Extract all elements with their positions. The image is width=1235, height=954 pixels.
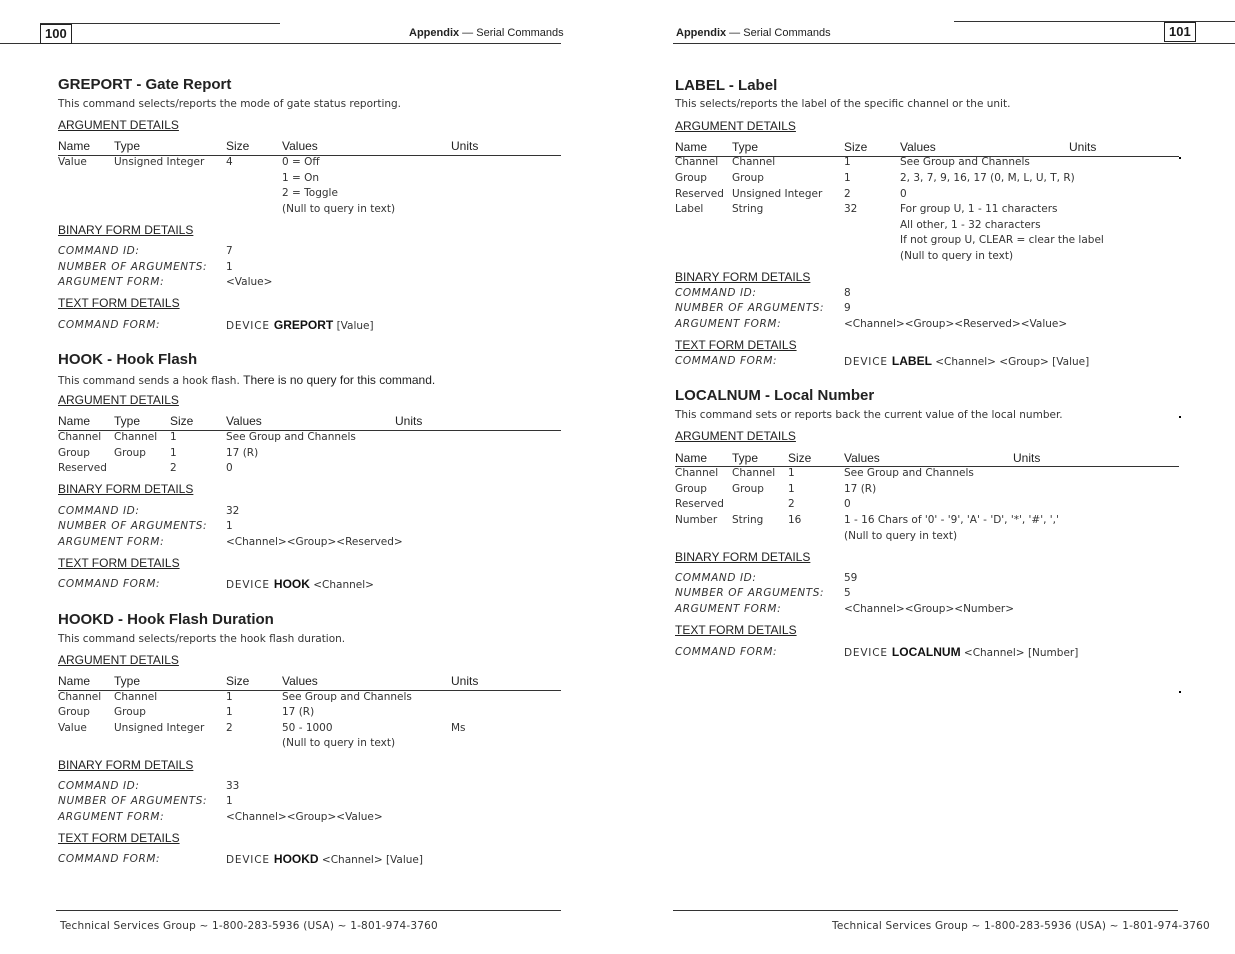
command-form-value	[226, 318, 374, 332]
num-args-label-text: NUMBER OF ARGUMENTS	[675, 587, 821, 599]
argument-details-heading: ARGUMENT DETAILS	[58, 393, 179, 407]
cmd-args: <Channel> <Group> [Value]	[931, 356, 1090, 368]
running-header	[409, 27, 564, 39]
table-cell-name: Number	[675, 514, 718, 526]
argument-details-heading: ARGUMENT DETAILS	[675, 119, 796, 133]
col-header-type: Type	[114, 139, 141, 153]
table-cell-type: Group	[732, 172, 764, 184]
arg-form-value: <Channel><Group><Reserved>	[226, 536, 403, 548]
arg-form-label-text: ARGUMENT FORM	[58, 811, 161, 823]
command-id-value: 7	[226, 245, 233, 257]
col-header-values: Values	[844, 451, 880, 465]
description-part-2: There is no query for this command.	[243, 373, 436, 387]
table-cell-type: Channel	[114, 431, 158, 443]
cmd-keyword: LOCALNUM	[891, 645, 961, 659]
description-part-1: This command sends a hook flash.	[58, 375, 244, 387]
table-cell-values: 0	[844, 498, 851, 510]
col-header-size: Size	[226, 674, 250, 688]
command-form-label-text: COMMAND FORM	[675, 355, 774, 367]
right-page	[617, 0, 1235, 954]
command-id-value: 32	[226, 505, 240, 517]
table-cell-size: 2	[226, 722, 233, 734]
cmd-keyword: GREPORT	[273, 318, 334, 332]
header-rule-bottom	[673, 43, 1235, 44]
binary-form-heading: BINARY FORM DETAILS	[58, 482, 194, 496]
arg-form-value: <Value>	[226, 276, 273, 288]
table-cell-name: Value	[58, 722, 87, 734]
arg-form-label: ARGUMENT FORM:	[675, 318, 782, 330]
section-title-greport: GREPORT - Gate Report	[58, 76, 232, 93]
command-id-label: COMMAND ID:	[675, 572, 757, 584]
command-id-value: 33	[226, 780, 240, 792]
table-cell-values: 0 = Off	[282, 156, 320, 168]
table-cell-type: Group	[114, 706, 146, 718]
table-cell-units: Ms	[451, 722, 466, 734]
table-cell-size: 16	[788, 514, 802, 526]
table-cell-values: (Null to query in text)	[844, 530, 958, 542]
command-form-value	[844, 645, 1078, 659]
margin-mark	[1179, 691, 1181, 693]
table-cell-size: 1	[844, 172, 851, 184]
footer-text: Technical Services Group ~ 1-800-283-5936 (USA) ~ 1-801-974-3760	[60, 920, 438, 932]
command-id-label-text: COMMAND ID	[58, 505, 136, 517]
num-args-value: 1	[226, 261, 233, 273]
table-cell-values: See Group and Channels	[226, 431, 356, 443]
col-header-units: Units	[1013, 451, 1041, 465]
col-header-type: Type	[114, 414, 141, 428]
col-header-name: Name	[58, 414, 91, 428]
col-header-values: Values	[282, 139, 318, 153]
col-header-type: Type	[114, 674, 141, 688]
section-description: This command selects/reports the mode of gate status reporting.	[58, 98, 402, 110]
argument-details-heading: ARGUMENT DETAILS	[58, 653, 179, 667]
arg-form-value: <Channel><Group><Reserved><Value>	[844, 318, 1068, 330]
command-id-label: COMMAND ID:	[675, 287, 757, 299]
table-cell-values: 50 - 1000	[282, 722, 333, 734]
command-id-label-text: COMMAND ID	[58, 780, 136, 792]
cmd-keyword: HOOK	[273, 577, 310, 591]
text-form-heading: TEXT FORM DETAILS	[58, 831, 180, 845]
command-form-label: COMMAND FORM:	[675, 355, 778, 367]
col-header-name: Name	[58, 674, 91, 688]
cmd-prefix: DEVICE	[226, 320, 274, 332]
arg-form-label-text: ARGUMENT FORM	[675, 318, 778, 330]
table-cell-name: Reserved	[675, 188, 724, 200]
text-form-heading: TEXT FORM DETAILS	[675, 338, 797, 352]
running-header-rest: — Serial Commands	[726, 27, 831, 39]
command-form-value	[844, 354, 1089, 368]
table-cell-values: If not group U, CLEAR = clear the label	[900, 234, 1104, 246]
binary-form-heading: BINARY FORM DETAILS	[675, 270, 811, 284]
command-id-value: 8	[844, 287, 851, 299]
col-header-type: Type	[732, 451, 759, 465]
section-title-hook: HOOK - Hook Flash	[58, 351, 198, 368]
table-cell-type: String	[732, 203, 764, 215]
table-cell-values: 17 (R)	[282, 706, 315, 718]
table-cell-name: Group	[58, 447, 90, 459]
header-rule-bottom	[0, 43, 561, 44]
table-cell-size: 4	[226, 156, 233, 168]
section-title-hookd: HOOKD - Hook Flash Duration	[58, 611, 274, 628]
command-id-label: COMMAND ID:	[58, 780, 140, 792]
arg-form-label: ARGUMENT FORM:	[58, 276, 165, 288]
table-cell-size: 1	[788, 467, 795, 479]
num-args-value: 1	[226, 795, 233, 807]
table-cell-values: See Group and Channels	[900, 156, 1030, 168]
argument-details-heading: ARGUMENT DETAILS	[58, 118, 179, 132]
table-cell-type: Unsigned Integer	[114, 156, 205, 168]
col-header-name: Name	[675, 451, 708, 465]
num-args-value: 9	[844, 302, 851, 314]
num-args-label-text: NUMBER OF ARGUMENTS	[58, 520, 204, 532]
margin-mark	[1179, 416, 1181, 418]
command-form-label-text: COMMAND FORM	[58, 853, 157, 865]
table-cell-type: Channel	[732, 467, 776, 479]
section-title-localnum: LOCALNUM - Local Number	[675, 387, 875, 404]
command-id-label-text: COMMAND ID	[675, 572, 753, 584]
num-args-label: NUMBER OF ARGUMENTS:	[675, 302, 825, 314]
cmd-args: [Value]	[333, 320, 374, 332]
arg-form-label: ARGUMENT FORM:	[675, 603, 782, 615]
table-cell-values: 1 - 16 Chars of '0' - '9', 'A' - 'D', '*', '#', ','	[844, 514, 1059, 526]
command-id-label-text: COMMAND ID	[675, 287, 753, 299]
table-cell-name: Channel	[58, 431, 102, 443]
table-cell-values: All other, 1 - 32 characters	[900, 219, 1041, 231]
col-header-size: Size	[788, 451, 812, 465]
footer-rule	[56, 910, 561, 911]
table-cell-size: 2	[844, 188, 851, 200]
table-cell-values: See Group and Channels	[844, 467, 974, 479]
page-number: 100	[40, 24, 72, 44]
num-args-label: NUMBER OF ARGUMENTS:	[58, 520, 208, 532]
left-page	[0, 0, 617, 954]
cmd-prefix: DEVICE	[226, 579, 274, 591]
table-cell-type: Group	[114, 447, 146, 459]
footer-text: Technical Services Group ~ 1-800-283-5936 (USA) ~ 1-801-974-3760	[832, 920, 1210, 932]
table-cell-size: 32	[844, 203, 858, 215]
col-header-units: Units	[395, 414, 423, 428]
num-args-label-text: NUMBER OF ARGUMENTS	[58, 795, 204, 807]
command-form-label: COMMAND FORM:	[58, 319, 161, 331]
table-cell-name: Reserved	[675, 498, 724, 510]
table-cell-name: Reserved	[58, 462, 107, 474]
table-cell-size: 1	[170, 431, 177, 443]
col-header-units: Units	[451, 674, 479, 688]
header-rule-top	[40, 23, 280, 24]
table-cell-type: Unsigned Integer	[732, 188, 823, 200]
table-cell-type: Group	[732, 483, 764, 495]
command-form-value	[226, 852, 423, 866]
arg-form-label: ARGUMENT FORM:	[58, 536, 165, 548]
command-form-label: COMMAND FORM:	[675, 646, 778, 658]
arg-form-value: <Channel><Group><Value>	[226, 811, 383, 823]
table-cell-name: Group	[675, 483, 707, 495]
command-form-label-text: COMMAND FORM	[58, 319, 157, 331]
table-cell-size: 1	[170, 447, 177, 459]
table-cell-values: 0	[226, 462, 233, 474]
col-header-values: Values	[282, 674, 318, 688]
cmd-prefix: DEVICE	[844, 356, 892, 368]
running-header	[676, 27, 831, 39]
argument-details-heading: ARGUMENT DETAILS	[675, 429, 796, 443]
footer-rule	[673, 910, 1178, 911]
table-cell-type: Unsigned Integer	[114, 722, 205, 734]
binary-form-heading: BINARY FORM DETAILS	[675, 550, 811, 564]
command-id-label: COMMAND ID:	[58, 245, 140, 257]
table-cell-values: 17 (R)	[844, 483, 877, 495]
page-number: 101	[1164, 22, 1196, 42]
arg-form-label-text: ARGUMENT FORM	[675, 603, 778, 615]
table-cell-name: Channel	[675, 156, 719, 168]
text-form-heading: TEXT FORM DETAILS	[675, 623, 797, 637]
cmd-prefix: DEVICE	[226, 854, 274, 866]
col-header-size: Size	[844, 140, 868, 154]
cmd-keyword: LABEL	[891, 354, 932, 368]
col-header-name: Name	[675, 140, 708, 154]
num-args-label: NUMBER OF ARGUMENTS:	[58, 261, 208, 273]
section-description	[58, 373, 435, 387]
command-id-value: 59	[844, 572, 858, 584]
table-cell-name: Group	[675, 172, 707, 184]
table-cell-values: 2 = Toggle	[282, 187, 338, 199]
cmd-args: <Channel>	[309, 579, 374, 591]
table-cell-values: 0	[900, 188, 907, 200]
arg-form-label: ARGUMENT FORM:	[58, 811, 165, 823]
table-cell-values: (Null to query in text)	[282, 203, 396, 215]
table-cell-name: Channel	[675, 467, 719, 479]
table-cell-size: 1	[226, 691, 233, 703]
table-cell-size: 1	[226, 706, 233, 718]
cmd-prefix: DEVICE	[844, 647, 892, 659]
running-header-bold: Appendix	[676, 27, 727, 39]
table-cell-values: For group U, 1 - 11 characters	[900, 203, 1058, 215]
section-title-label: LABEL - Label	[675, 77, 778, 94]
num-args-label: NUMBER OF ARGUMENTS:	[675, 587, 825, 599]
command-form-label-text: COMMAND FORM	[58, 578, 157, 590]
binary-form-heading: BINARY FORM DETAILS	[58, 223, 194, 237]
binary-form-heading: BINARY FORM DETAILS	[58, 758, 194, 772]
col-header-units: Units	[1069, 140, 1097, 154]
command-form-label: COMMAND FORM:	[58, 578, 161, 590]
table-cell-values: (Null to query in text)	[282, 737, 396, 749]
margin-mark	[1179, 157, 1181, 159]
table-cell-size: 2	[788, 498, 795, 510]
num-args-label-text: NUMBER OF ARGUMENTS	[675, 302, 821, 314]
cmd-keyword: HOOKD	[273, 852, 319, 866]
command-form-label-text: COMMAND FORM	[675, 646, 774, 658]
table-cell-name: Group	[58, 706, 90, 718]
arg-form-label-text: ARGUMENT FORM	[58, 536, 161, 548]
col-header-values: Values	[226, 414, 262, 428]
num-args-value: 1	[226, 520, 233, 532]
col-header-name: Name	[58, 139, 91, 153]
text-form-heading: TEXT FORM DETAILS	[58, 296, 180, 310]
table-cell-name: Value	[58, 156, 87, 168]
cmd-args: <Channel> [Value]	[318, 854, 423, 866]
table-cell-values: (Null to query in text)	[900, 250, 1014, 262]
table-cell-values: 1 = On	[282, 172, 320, 184]
table-cell-type: String	[732, 514, 764, 526]
table-cell-values: 2, 3, 7, 9, 16, 17 (0, M, L, U, T, R)	[900, 172, 1075, 184]
num-args-value: 5	[844, 587, 851, 599]
col-header-units: Units	[451, 139, 479, 153]
table-cell-type: Channel	[732, 156, 776, 168]
col-header-size: Size	[226, 139, 250, 153]
running-header-bold: Appendix	[409, 27, 460, 39]
command-form-label: COMMAND FORM:	[58, 853, 161, 865]
table-cell-values: 17 (R)	[226, 447, 259, 459]
table-cell-size: 2	[170, 462, 177, 474]
col-header-type: Type	[732, 140, 759, 154]
section-description: This selects/reports the label of the specific channel or the unit.	[675, 98, 1011, 110]
command-id-label: COMMAND ID:	[58, 505, 140, 517]
arg-form-value: <Channel><Group><Number>	[844, 603, 1015, 615]
command-id-label-text: COMMAND ID	[58, 245, 136, 257]
table-cell-size: 1	[844, 156, 851, 168]
table-cell-values: See Group and Channels	[282, 691, 412, 703]
table-cell-type: Channel	[114, 691, 158, 703]
col-header-size: Size	[170, 414, 194, 428]
running-header-rest: — Serial Commands	[459, 27, 564, 39]
section-description: This command sets or reports back the current value of the local number.	[675, 409, 1063, 421]
table-cell-name: Label	[675, 203, 704, 215]
num-args-label-text: NUMBER OF ARGUMENTS	[58, 261, 204, 273]
text-form-heading: TEXT FORM DETAILS	[58, 556, 180, 570]
section-description: This command selects/reports the hook flash duration.	[58, 633, 346, 645]
col-header-values: Values	[900, 140, 936, 154]
table-cell-name: Channel	[58, 691, 102, 703]
command-form-value	[226, 577, 374, 591]
table-cell-size: 1	[788, 483, 795, 495]
arg-form-label-text: ARGUMENT FORM	[58, 276, 161, 288]
num-args-label: NUMBER OF ARGUMENTS:	[58, 795, 208, 807]
cmd-args: <Channel> [Number]	[960, 647, 1079, 659]
